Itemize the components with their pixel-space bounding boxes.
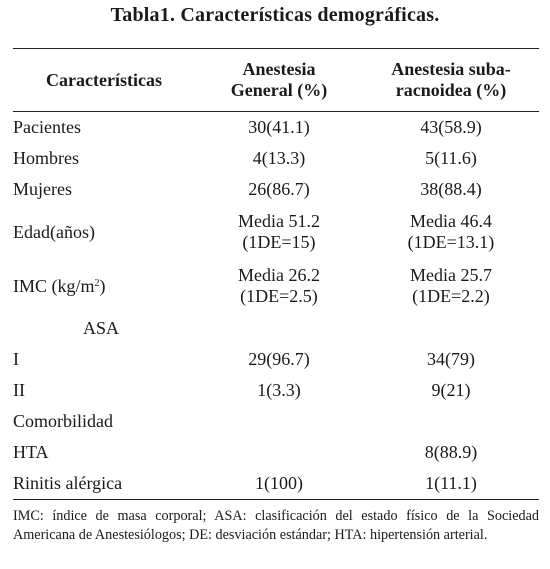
cell-subaracnoidea: 9(21)	[431, 380, 471, 400]
cell-general: 26(86.7)	[248, 179, 310, 199]
cell-general	[195, 406, 363, 437]
row-label: Pacientes	[13, 117, 81, 137]
row-label: II	[13, 380, 25, 400]
table-title: Tabla1. Características demográficas.	[110, 4, 440, 26]
cell-subaracnoidea	[363, 313, 539, 344]
table-row-asa-i	[13, 344, 539, 375]
cell-subaracnoidea: 1(11.1)	[425, 473, 477, 493]
cell-subaracnoidea: 43(58.9)	[420, 117, 482, 137]
cell-general: 1(3.3)	[257, 380, 301, 400]
row-label	[13, 259, 195, 313]
table-row-hta	[13, 437, 539, 468]
cell-line: Media 25.7	[410, 265, 492, 285]
table-row-rinitis	[13, 468, 539, 500]
row-label: Rinitis alérgica	[13, 473, 123, 493]
cell-line: (1DE=15)	[242, 232, 316, 252]
cell-general: 30(41.1)	[248, 117, 310, 137]
imc-label-superscript: 2	[94, 277, 100, 289]
cell-line: (1DE=13.1)	[407, 232, 495, 252]
table-row-edad	[13, 205, 539, 259]
cell-line: (1DE=2.5)	[240, 286, 318, 306]
header-subaracnoidea-line1: Anestesia suba-	[391, 59, 511, 79]
cell-line: Media 51.2	[238, 211, 320, 231]
header-general-line2: General (%)	[230, 80, 328, 100]
table-row-asa	[13, 313, 539, 344]
row-label: Comorbilidad	[13, 411, 113, 431]
cell-general	[195, 313, 363, 344]
cell-general: 1(100)	[255, 473, 303, 493]
cell-subaracnoidea: 38(88.4)	[420, 179, 482, 199]
table-footnote: IMC: índice de masa corporal; ASA: clasificación del estado físico de la Sociedad Americana de Anestesiólogos; DE: desviación estándar; HTA: hipertensión arterial.	[13, 508, 539, 543]
imc-label-end: )	[99, 275, 106, 296]
row-label: ASA	[83, 318, 120, 338]
header-anestesia-general	[195, 49, 363, 112]
table-row-imc	[13, 259, 539, 313]
row-label: Hombres	[13, 148, 79, 168]
table-row-hombres	[13, 143, 539, 174]
cell-subaracnoidea: 5(11.6)	[425, 148, 477, 168]
cell-subaracnoidea	[363, 205, 539, 259]
cell-subaracnoidea: 34(79)	[427, 349, 475, 369]
table-row-mujeres	[13, 174, 539, 205]
row-label: Edad(años)	[13, 221, 95, 242]
row-label: HTA	[13, 442, 49, 462]
cell-line: Media 46.4	[410, 211, 492, 231]
cell-general	[195, 205, 363, 259]
cell-line: Media 26.2	[238, 265, 320, 285]
table-row-pacientes	[13, 112, 539, 144]
table-header-row	[13, 49, 539, 112]
cell-general: 29(96.7)	[248, 349, 310, 369]
table-row-asa-ii	[13, 375, 539, 406]
cell-general	[195, 437, 363, 468]
cell-subaracnoidea	[363, 406, 539, 437]
imc-label-text: IMC (kg/m	[13, 275, 95, 296]
cell-general	[195, 259, 363, 313]
table-row-comorbilidad	[13, 406, 539, 437]
header-anestesia-subaracnoidea	[363, 49, 539, 112]
row-label: Mujeres	[13, 179, 72, 199]
cell-subaracnoidea	[363, 259, 539, 313]
cell-subaracnoidea: 8(88.9)	[424, 442, 478, 462]
row-label: I	[13, 349, 19, 369]
cell-general: 4(13.3)	[252, 148, 306, 168]
demographics-table	[13, 48, 539, 500]
header-subaracnoidea-line2: racnoidea (%)	[395, 80, 507, 100]
cell-line: (1DE=2.2)	[412, 286, 490, 306]
header-caracteristicas: Características	[46, 69, 162, 90]
header-general-line1: Anestesia	[242, 59, 316, 79]
